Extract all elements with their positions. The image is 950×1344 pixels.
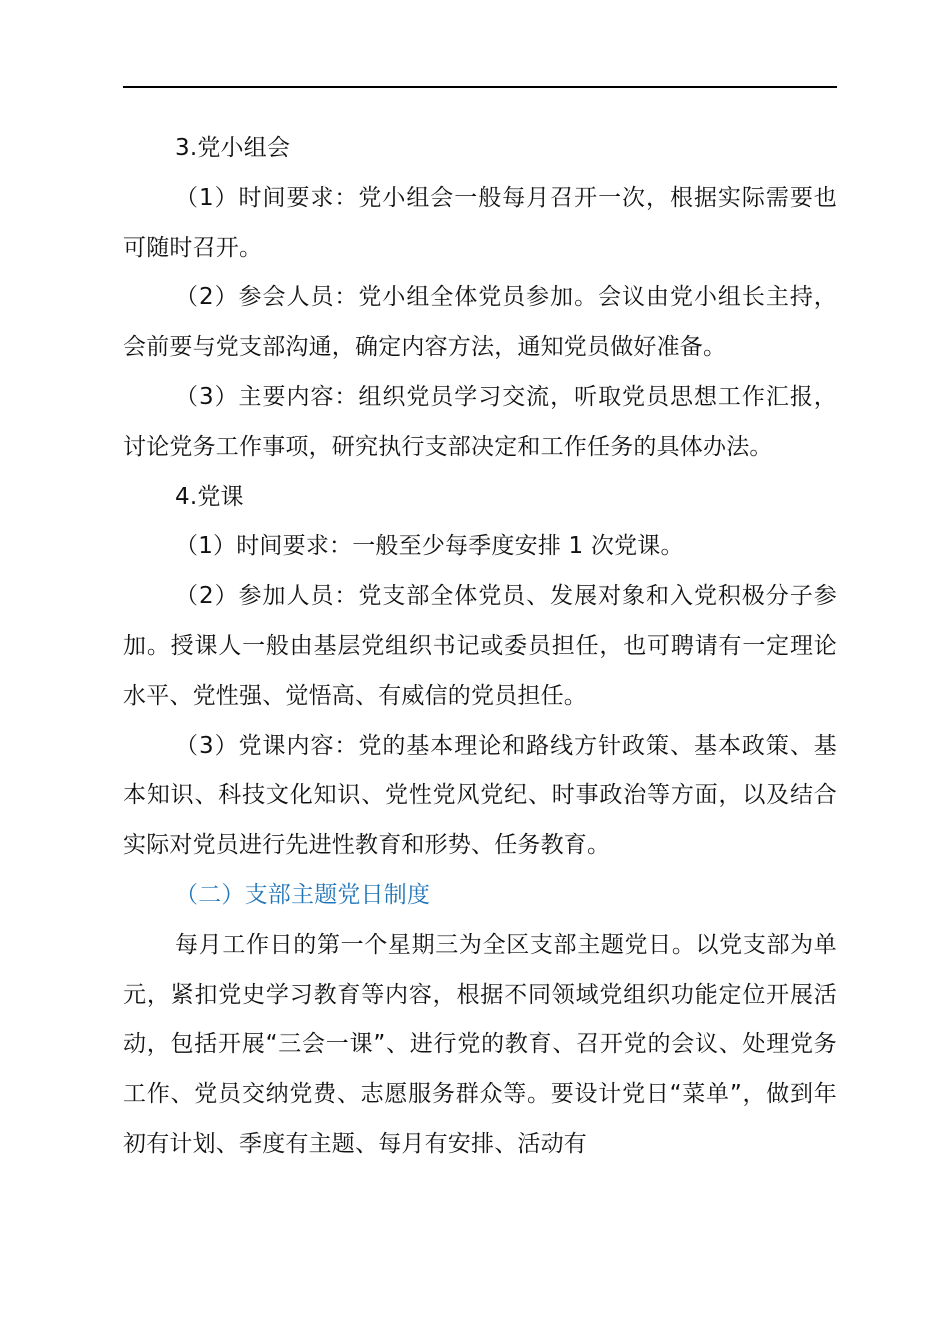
- section-title-party-lecture: 4.党课: [175, 483, 244, 510]
- paragraph-group-meeting-attendees: （2）参会人员：党小组全体党员参加。会议由党小组长主持，会前要与党支部沟通，确定内容方法，通知党员做好准备。: [123, 284, 837, 361]
- document-body: [123, 124, 837, 1170]
- section-title-party-group-meeting: 3.党小组会: [175, 135, 291, 161]
- paragraph-lecture-attendees: （2）参加人员：党支部全体党员、发展对象和入党积极分子参加。授课人一般由基层党组织书记或委员担任，也可聘请有一定理论水平、党性强、觉悟高、有威信的党员担任。: [123, 583, 837, 709]
- paragraph-lecture-time: （1）时间要求：一般至少每季度安排 1 次党课。: [175, 533, 684, 560]
- paragraph-theme-day: 每月工作日的第一个星期三为全区支部主题党日。以党支部为单元，紧扣党史学习教育等内容，根据不同领域党组织功能定位开展活动，包括开展“三会一课”、进行党的教育、召开党的会议、处理党务工作、党员交纳党费、志愿服务群众等。要设计党日“菜单”，做到年初有计划、季度有主题、每月有安排、活动有: [123, 931, 837, 1157]
- section-heading-theme-day: （二）支部主题党日制度: [175, 881, 431, 908]
- paragraph-group-meeting-time: （1）时间要求：党小组会一般每月召开一次，根据实际需要也可随时召开。: [123, 184, 837, 261]
- paragraph-lecture-content: （3）党课内容：党的基本理论和路线方针政策、基本政策、基本知识、科技文化知识、党性党风党纪、时事政治等方面，以及结合实际对党员进行先进性教育和形势、任务教育。: [123, 732, 837, 859]
- header-rule: [123, 86, 837, 88]
- paragraph-group-meeting-content: （3）主要内容：组织党员学习交流，听取党员思想工作汇报，讨论党务工作事项，研究执行支部决定和工作任务的具体办法。: [123, 383, 837, 460]
